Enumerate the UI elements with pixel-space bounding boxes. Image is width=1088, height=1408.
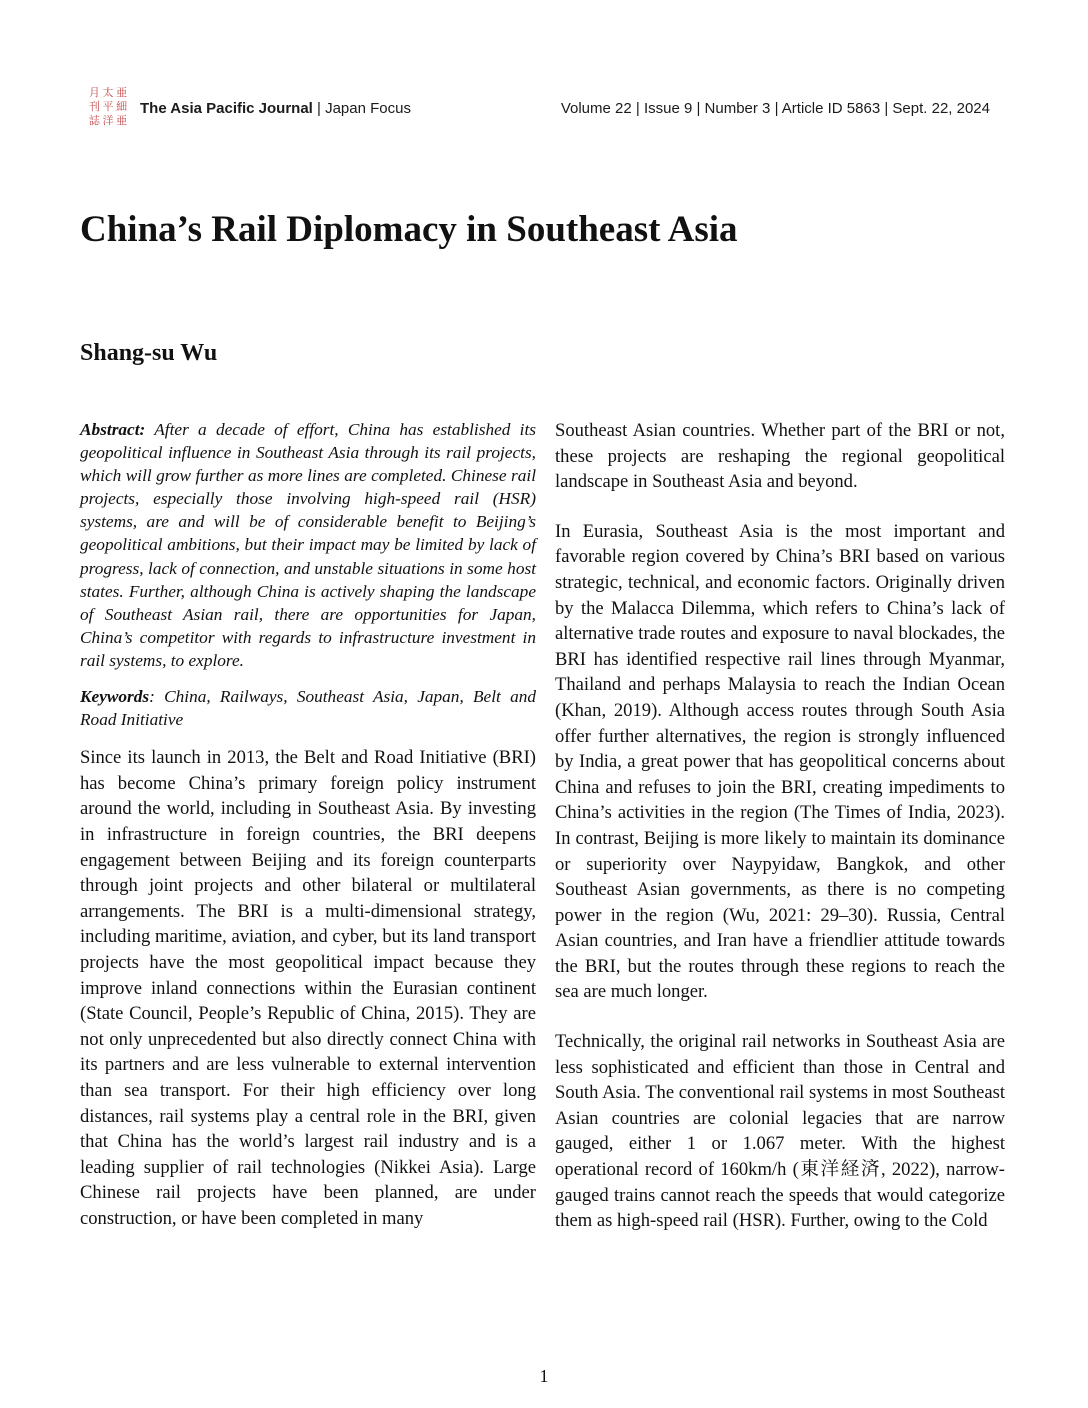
logo-char: 亜 — [116, 86, 128, 99]
abstract-text: After a decade of effort, China has established its geopolitical influence in Southeast Asia through its rail projects, which will grow further as more lines are completed. Chinese rail projects, especially those involving high-speed rail (HSR) systems, are and will be of considerable benefit to Beijing’s geopolitical ambitions, but their impact may be limited by lack of progress, lack of connection, and unstable situations in some host states. Further, although China is actively shaping the landscape of Southeast Asian rail, there are opportunities for Japan, China’s competitor with regards to infrastructure investment in rail systems, to explore. — [80, 420, 536, 670]
body-paragraph: Since its launch in 2013, the Belt and Road Initiative (BRI) has become China’s primary foreign policy instrument around the world, including in Southeast Asia. By investing in infrastructure in foreign countries, the BRI deepens engagement between Beijing and its foreign counterparts through joint projects and other bilateral or multilateral arrangements. The BRI is a multi-dimensional strategy, including maritime, aviation, and cyber, but its land transport projects have the most geopolitical impact because they improve inland connections within the Eurasian continent (State Council, People’s Republic of China, 2015). They are not only unprecedented but also directly connect China with its partners and are less vulnerable to external intervention than sea transport. For their high efficiency over long distances, rail systems play a central role in the BRI, given that China has the world’s largest rail industry and is a leading supplier of rail technologies (Nikkei Asia). Large Chinese rail projects have been planned, are under construction, or have been completed in many — [80, 747, 536, 1229]
logo-char: 細 — [116, 100, 128, 113]
logo-char: 刊 — [88, 100, 100, 113]
journal-separator: | — [312, 100, 326, 117]
logo-char: 亜 — [116, 114, 128, 127]
journal-name: The Asia Pacific Journal — [140, 100, 313, 117]
journal-subtitle: Japan Focus — [325, 100, 411, 117]
journal-title — [140, 100, 411, 117]
page-header — [86, 84, 990, 128]
body-paragraph: Technically, the original rail networks in Southeast Asia are less sophisticated and efficient than those in Central and South Asia. The conventional rail systems in most Southeast Asian countries are colonial legacies that are narrow gauged, either 1 or 1.067 meter. With the highest operational record of 160km/h (東洋経済, 2022), narrow-gauged trains cannot reach the speeds that would categorize them as high-speed rail (HSR). Further, owing to the Cold — [555, 1031, 1005, 1232]
logo-char: 平 — [102, 100, 114, 113]
right-column — [555, 418, 1005, 1258]
logo-char: 太 — [102, 86, 114, 99]
abstract-label: Abstract: — [80, 420, 146, 439]
logo-char: 誌 — [88, 114, 100, 127]
logo-char: 洋 — [102, 114, 114, 127]
abstract — [80, 418, 536, 672]
article-title: China’s Rail Diplomacy in Southeast Asia — [80, 209, 738, 250]
keywords — [80, 685, 536, 731]
body-paragraph: In Eurasia, Southeast Asia is the most important and favorable region covered by China’s BRI based on various strategic, technical, and economic factors. Originally driven by the Malacca Dilemma, which refers to China’s lack of alternative trade routes and exposure to naval blockades, the BRI has identified respective rail lines through Myanmar, Thailand and perhaps Malaysia to reach the Indian Ocean (Khan, 2019). Although access routes through South Asia offer further alternatives, the region is strongly influenced by India, a great power that has geopolitical concerns about China and refuses to join the BRI, creating impediments to China’s activities in the region (The Times of India, 2023). In contrast, Beijing is more likely to maintain its dominance or superiority over Naypyidaw, Bangkok, and other Southeast Asian governments, as there is no competing power in the region (Wu, 2021: 29–30). Russia, Central Asian countries, and Iran have a friendlier attitude towards the BRI, but the routes through these regions to reach the sea are much longer. — [555, 520, 1005, 1003]
issue-info: Volume 22 | Issue 9 | Number 3 | Article ID 5863 | Sept. 22, 2024 — [560, 100, 990, 117]
keywords-label: Keywords — [80, 687, 150, 707]
logo-char: 月 — [88, 86, 100, 99]
author-name: Shang-su Wu — [80, 340, 218, 366]
journal-logo — [86, 84, 130, 128]
page-number: 1 — [539, 1366, 549, 1386]
keywords-text: : China, Railways, Southeast Asia, Japan, Belt and Road Initiative — [80, 687, 536, 730]
body-paragraph: Southeast Asian countries. Whether part of the BRI or not, these projects are reshaping the regional geopolitical landscape in Southeast Asia and beyond. — [555, 420, 1005, 493]
left-column — [80, 418, 536, 1232]
